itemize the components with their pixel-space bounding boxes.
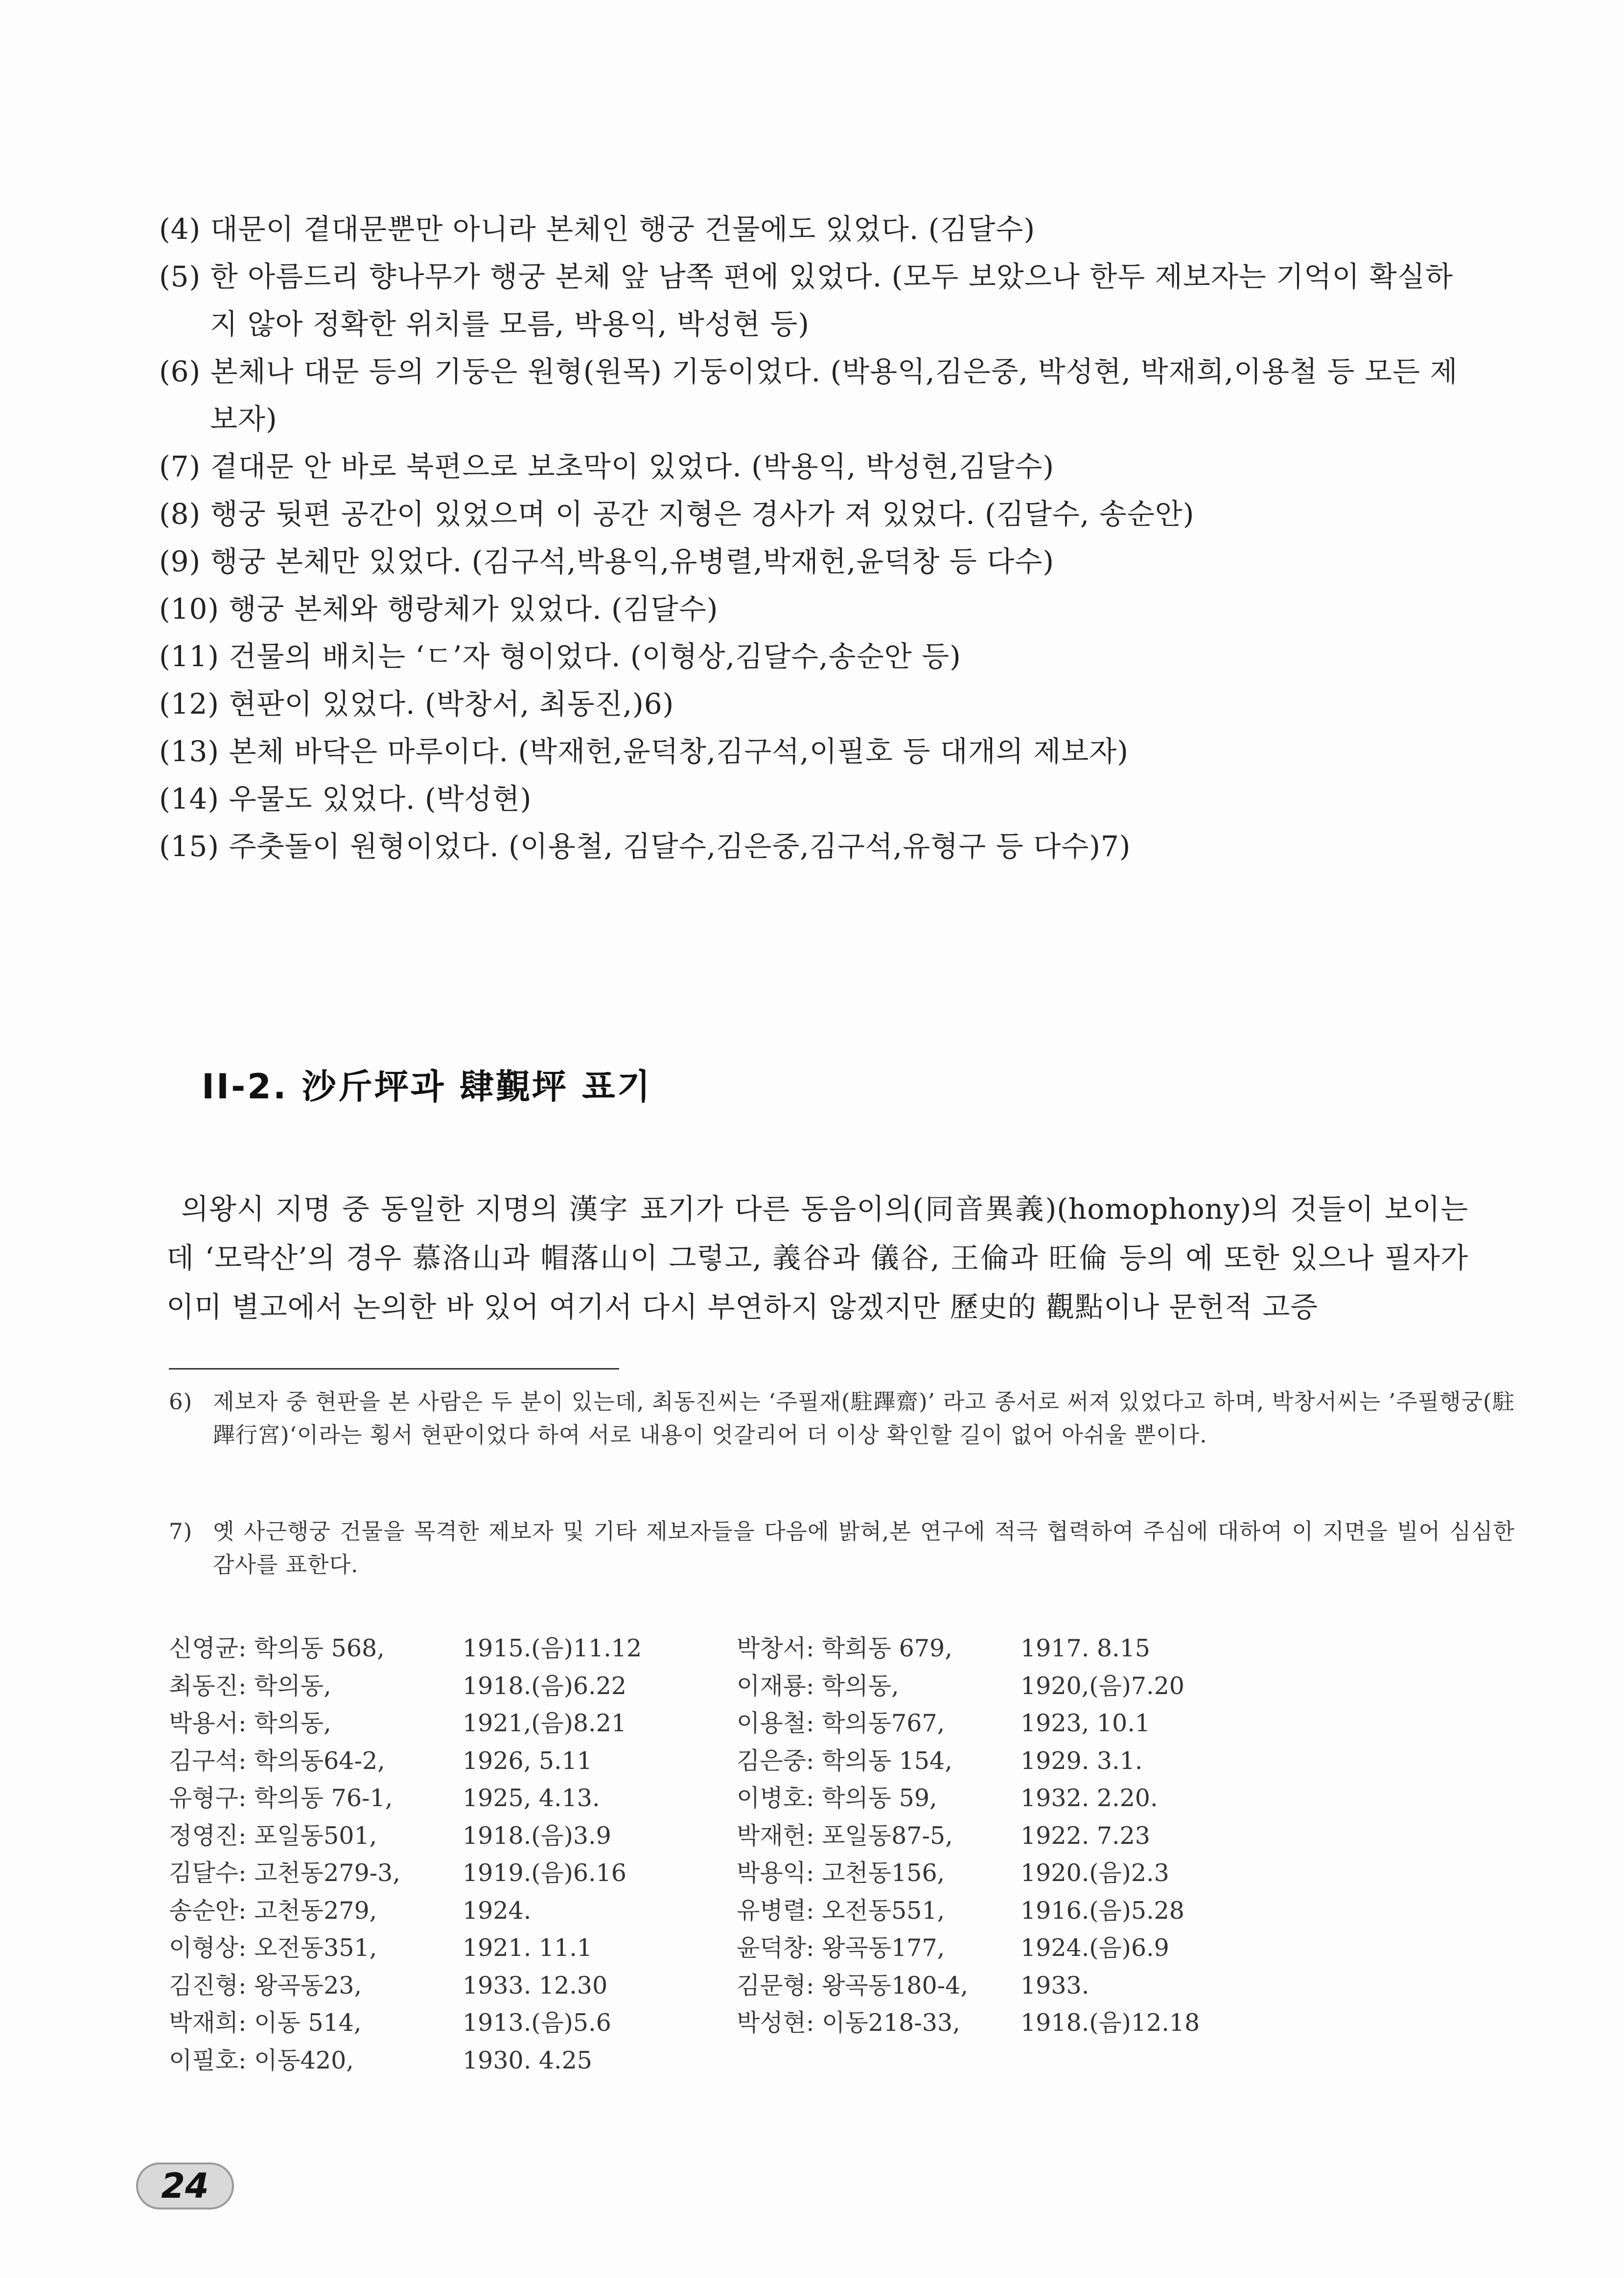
- informant-address: 유병렬: 오전동551,: [737, 1896, 945, 1925]
- informant-address: 윤덕창: 왕곡동177,: [737, 1934, 945, 1962]
- finding-text: 곁대문 안 바로 북편으로 보초막이 있었다. (박용익, 박성현,김달수): [210, 450, 1054, 483]
- finding-text: 본체나 대문 등의 기둥은 원형(원목) 기둥이었다. (박용익,김은중, 박성현, 박재희,이용철 등 모든 제보자): [210, 355, 1458, 436]
- informant-birthdate: 1933.: [1021, 1971, 1090, 1999]
- footnote-text: 옛 사근행궁 건물을 목격한 제보자 및 기타 제보자들을 다음에 밝혀,본 연구에 적극 협력하여 주심에 대하여 이 지면을 빌어 심심한 감사를 표한다.: [213, 1518, 1515, 1578]
- informant-address: 박재희: 이동 514,: [169, 2009, 362, 2037]
- informant-address: 신영균: 학의동 568,: [169, 1634, 385, 1662]
- informant-birthdate: 1929. 3.1.: [1021, 1746, 1143, 1775]
- informant-birthdate: 1930. 4.25: [463, 2046, 592, 2074]
- finding-item: [159, 538, 1476, 585]
- informant-birthdate: 1918.(음)3.9: [463, 1821, 611, 1850]
- finding-number: (9): [159, 545, 201, 578]
- informant-address: 김구석: 학의동64-2,: [169, 1746, 385, 1775]
- informant-birthdate: 1915.(음)11.12: [463, 1634, 642, 1662]
- finding-text: 행궁 뒷편 공간이 있었으며 이 공간 지형은 경사가 져 있었다. (김달수, 송순안): [210, 497, 1195, 531]
- finding-text: 대문이 곁대문뿐만 아니라 본체인 행궁 건물에도 있었다. (김달수): [210, 212, 1036, 246]
- informant-address: 김진형: 왕곡동23,: [169, 1971, 362, 1999]
- informant-address: 정영진: 포일동501,: [169, 1821, 377, 1850]
- informant-birthdate: 1917. 8.15: [1021, 1634, 1150, 1662]
- body-paragraph: 의왕시 지명 중 동일한 지명의 漢字 표기가 다른 동음이의(同音異義)(homophony)의 것들이 보이는데 ‘모락산’의 경우 慕洛山과 帽落山이 그렇고, 義谷과 儀谷, 王倫과 旺倫 등의 예 또한 있으나 필자가 이미 별고에서 논의한 바 있어 여기서 다시 부연하지 않겠지만 歷史的 觀點이나 문헌적 고증: [166, 1192, 1468, 1324]
- footnote-6: [169, 1385, 1515, 1452]
- informant-address: 김문형: 왕곡동180-4,: [737, 1971, 968, 1999]
- informant-address: 김은중: 학의동 154,: [737, 1746, 952, 1775]
- informant-birthdate: 1913.(음)5.6: [463, 2009, 611, 2037]
- finding-number: (14): [159, 782, 220, 815]
- informant-birthdate: 1918.(음)6.22: [463, 1672, 626, 1700]
- informant-birthdate: 1916.(음)5.28: [1021, 1896, 1184, 1925]
- finding-number: (10): [159, 592, 220, 626]
- finding-number: (4): [159, 212, 201, 246]
- finding-number: (13): [159, 735, 220, 768]
- finding-item: [159, 585, 1476, 633]
- section-heading: II-2. 沙斤坪과 肆覲坪 표기: [202, 1067, 652, 1107]
- finding-number: (5): [159, 260, 201, 293]
- informant-address: 박용익: 고천동156,: [737, 1859, 945, 1887]
- finding-text: 본체 바닥은 마루이다. (박재헌,윤덕창,김구석,이필호 등 대개의 제보자): [229, 735, 1129, 768]
- finding-number: (15): [159, 830, 220, 863]
- informant-address: 이재룡: 학의동,: [737, 1672, 899, 1700]
- footnote-text: 제보자 중 현판을 본 사람은 두 분이 있는데, 최동진씨는 ‘주필재(駐蹕齋)’ 라고 종서로 써져 있었다고 하며, 박창서씨는 ’주필행궁(駐蹕行宮)‘이라는 횡서 현판이었다 하여 서로 내용이 엇갈리어 더 이상 확인할 길이 없어 아쉬울 뿐이다.: [213, 1389, 1515, 1448]
- informant-birthdate: 1922. 7.23: [1021, 1821, 1150, 1850]
- finding-item: [159, 633, 1476, 680]
- informant-birthdate: 1920.(음)2.3: [1021, 1859, 1169, 1887]
- finding-item: [159, 253, 1476, 348]
- finding-text: 건물의 배치는 ‘ㄷ’자 형이었다. (이형상,김달수,송순안 등): [229, 640, 961, 673]
- finding-number: (7): [159, 450, 201, 483]
- informant-address: 이필호: 이동420,: [169, 2046, 354, 2074]
- finding-number: (12): [159, 687, 220, 721]
- finding-text: 주춧돌이 원형이었다. (이용철, 김달수,김은중,김구석,유형구 등 다수)7): [229, 830, 1131, 863]
- informant-birthdate: 1921. 11.1: [463, 1934, 592, 1962]
- informant-address: 박재헌: 포일동87-5,: [737, 1821, 953, 1850]
- informant-birthdate: 1932. 2.20.: [1021, 1784, 1158, 1812]
- informant-birthdate: 1921,(음)8.21: [463, 1709, 626, 1737]
- finding-item: [159, 823, 1476, 870]
- finding-item: [159, 680, 1476, 728]
- informant-birthdate: 1926, 5.11: [463, 1746, 592, 1775]
- finding-item: [159, 490, 1476, 538]
- finding-item: [159, 348, 1476, 443]
- informant-address: 송순안: 고천동279,: [169, 1896, 377, 1925]
- informant-address: 유형구: 학의동 76-1,: [169, 1784, 393, 1812]
- finding-item: [159, 206, 1476, 253]
- finding-number: (11): [159, 640, 220, 673]
- footnote-divider: [169, 1368, 619, 1370]
- finding-item: [159, 728, 1476, 775]
- informant-birthdate: 1924.: [463, 1896, 532, 1925]
- informant-address: 이용철: 학의동767,: [737, 1709, 945, 1737]
- informant-address: 박용서: 학의동,: [169, 1709, 331, 1737]
- finding-text: 현판이 있었다. (박창서, 최동진,)6): [229, 687, 674, 721]
- finding-item: [159, 775, 1476, 823]
- finding-text: 행궁 본체와 행랑체가 있었다. (김달수): [229, 592, 719, 626]
- informant-address: 이형상: 오전동351,: [169, 1934, 377, 1962]
- informant-address: 이병호: 학의동 59,: [737, 1784, 937, 1812]
- informant-birthdate: 1919.(음)6.16: [463, 1859, 626, 1887]
- informant-address: 박성현: 이동218-33,: [737, 2009, 960, 2037]
- informant-birthdate: 1924.(음)6.9: [1021, 1934, 1169, 1962]
- informant-birthdate: 1918.(음)12.18: [1021, 2009, 1200, 2037]
- findings-list: [159, 206, 1476, 870]
- finding-text: 한 아름드리 향나무가 행궁 본체 앞 남쪽 편에 있었다. (모두 보았으나 한두 제보자는 기억이 확실하지 않아 정확한 위치를 모름, 박용익, 박성현 등): [210, 260, 1453, 341]
- informant-birthdate: 1920,(음)7.20: [1021, 1672, 1184, 1700]
- finding-text: 행궁 본체만 있었다. (김구석,박용익,유병렬,박재헌,윤덕창 등 다수): [210, 545, 1054, 578]
- footnote-marker: 7): [169, 1518, 193, 1544]
- informant-birthdate: 1933. 12.30: [463, 1971, 608, 1999]
- informant-birthdate: 1925, 4.13.: [463, 1784, 600, 1812]
- finding-text: 우물도 있었다. (박성현): [229, 782, 532, 815]
- informant-address: 김달수: 고천동279-3,: [169, 1859, 400, 1887]
- finding-item: [159, 443, 1476, 490]
- informant-address: 박창서: 학희동 679,: [737, 1634, 952, 1662]
- finding-number: (8): [159, 497, 201, 531]
- informant-birthdate: 1923, 10.1: [1021, 1709, 1150, 1737]
- footnote-marker: 6): [169, 1389, 193, 1415]
- informant-address: 최동진: 학의동,: [169, 1672, 331, 1700]
- footnote-7: [169, 1515, 1515, 1581]
- finding-number: (6): [159, 355, 201, 388]
- page-number-badge: 24: [136, 2162, 234, 2209]
